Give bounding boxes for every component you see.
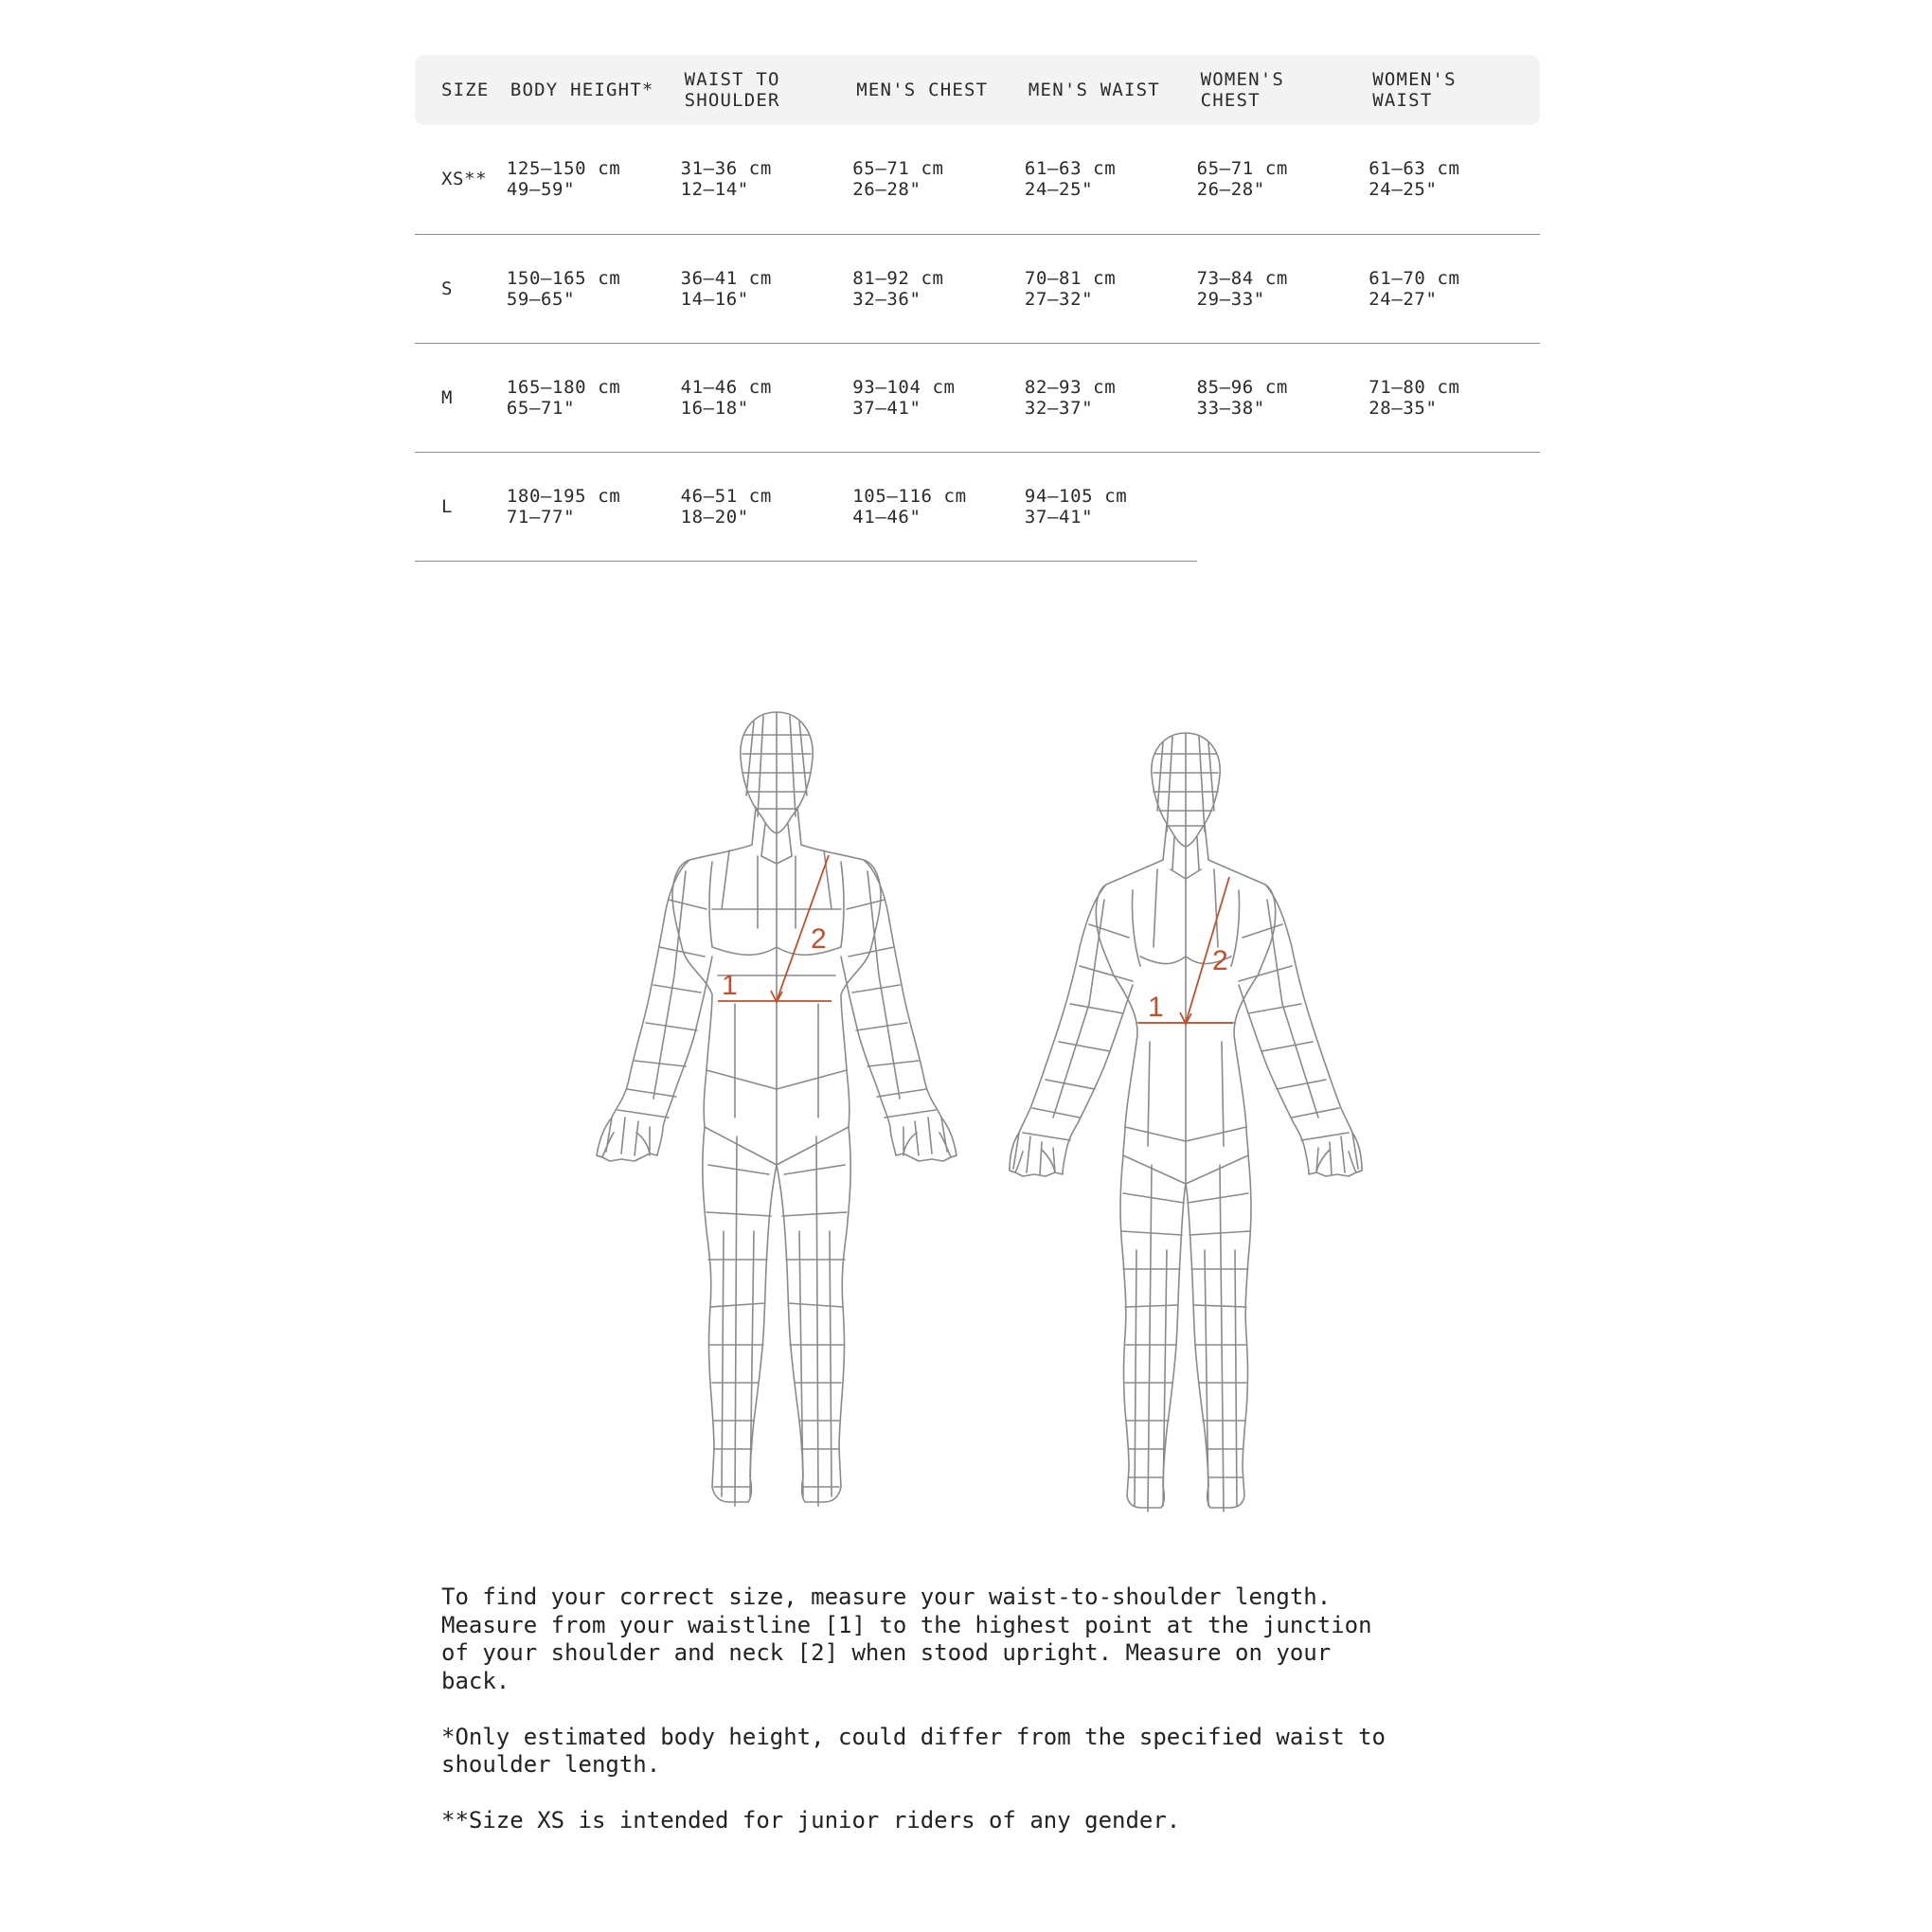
- size-label: M: [415, 343, 507, 452]
- waist-to-shoulder-cell: 36–41 cm 14–16": [681, 234, 853, 343]
- header-body-height: BODY HEIGHT*: [507, 55, 681, 125]
- mens-chest-cell: 93–104 cm 37–41": [852, 343, 1025, 452]
- female-wireframe-figure: [1010, 733, 1362, 1512]
- mens-waist-cell: 61–63 cm 24–25": [1025, 125, 1197, 234]
- size-chart-table: [415, 55, 1540, 562]
- male-marker-1: 1: [722, 970, 738, 1001]
- mens-chest-cell: 65–71 cm 26–28": [852, 125, 1025, 234]
- womens-waist-cell: 71–80 cm 28–35": [1368, 343, 1540, 452]
- body-height-cell: 150–165 cm 59–65": [507, 234, 681, 343]
- female-marker-1: 1: [1148, 992, 1164, 1023]
- measuring-instructions: To find your correct size, measure your waist-to-shoulder length. Measure from your waistline [1] to the highest point at the junction of your shoulder and neck [2] when stood upright. Measure on your back.: [441, 1583, 1372, 1694]
- measurement-figures-illustration: [568, 701, 1383, 1515]
- size-label: S: [415, 234, 507, 343]
- body-height-cell: 180–195 cm 71–77": [507, 452, 681, 561]
- size-row-l: [415, 452, 1540, 561]
- size-row-s: [415, 234, 1540, 343]
- male-wireframe-figure: [597, 712, 957, 1506]
- mens-waist-cell: 82–93 cm 32–37": [1025, 343, 1197, 452]
- header-waist-to-shoulder: WAIST TO SHOULDER: [681, 55, 853, 125]
- womens-waist-cell: [1368, 452, 1540, 561]
- body-height-cell: 165–180 cm 65–71": [507, 343, 681, 452]
- womens-chest-cell: 85–96 cm 33–38": [1197, 343, 1369, 452]
- size-row-xs: [415, 125, 1540, 234]
- header-womens-chest: WOMEN'S CHEST: [1197, 55, 1369, 125]
- header-size: SIZE: [415, 55, 507, 125]
- size-chart-header-row: [415, 55, 1540, 125]
- mens-waist-cell: 70–81 cm 27–32": [1025, 234, 1197, 343]
- female-marker-2: 2: [1212, 945, 1228, 976]
- mens-chest-cell: 105–116 cm 41–46": [852, 452, 1025, 561]
- male-marker-2: 2: [811, 923, 827, 955]
- body-height-footnote: *Only estimated body height, could differ from the specified waist to shoulder length.: [441, 1723, 1386, 1778]
- mens-chest-cell: 81–92 cm 32–36": [852, 234, 1025, 343]
- womens-chest-cell: [1197, 452, 1369, 561]
- size-guide-notes: [441, 1583, 1388, 1863]
- waist-to-shoulder-cell: 31–36 cm 12–14": [681, 125, 853, 234]
- size-label: XS**: [415, 125, 507, 234]
- womens-chest-cell: 73–84 cm 29–33": [1197, 234, 1369, 343]
- womens-waist-cell: 61–70 cm 24–27": [1368, 234, 1540, 343]
- header-womens-waist: WOMEN'S WAIST: [1368, 55, 1540, 125]
- size-label: L: [415, 452, 507, 561]
- header-mens-waist: MEN'S WAIST: [1025, 55, 1197, 125]
- xs-size-footnote: **Size XS is intended for junior riders of any gender.: [441, 1807, 1181, 1834]
- mens-waist-cell: 94–105 cm 37–41": [1025, 452, 1197, 561]
- waist-to-shoulder-cell: 46–51 cm 18–20": [681, 452, 853, 561]
- womens-chest-cell: 65–71 cm 26–28": [1197, 125, 1369, 234]
- header-mens-chest: MEN'S CHEST: [852, 55, 1025, 125]
- size-row-m: [415, 343, 1540, 452]
- womens-waist-cell: 61–63 cm 24–25": [1368, 125, 1540, 234]
- body-height-cell: 125–150 cm 49–59": [507, 125, 681, 234]
- waist-to-shoulder-cell: 41–46 cm 16–18": [681, 343, 853, 452]
